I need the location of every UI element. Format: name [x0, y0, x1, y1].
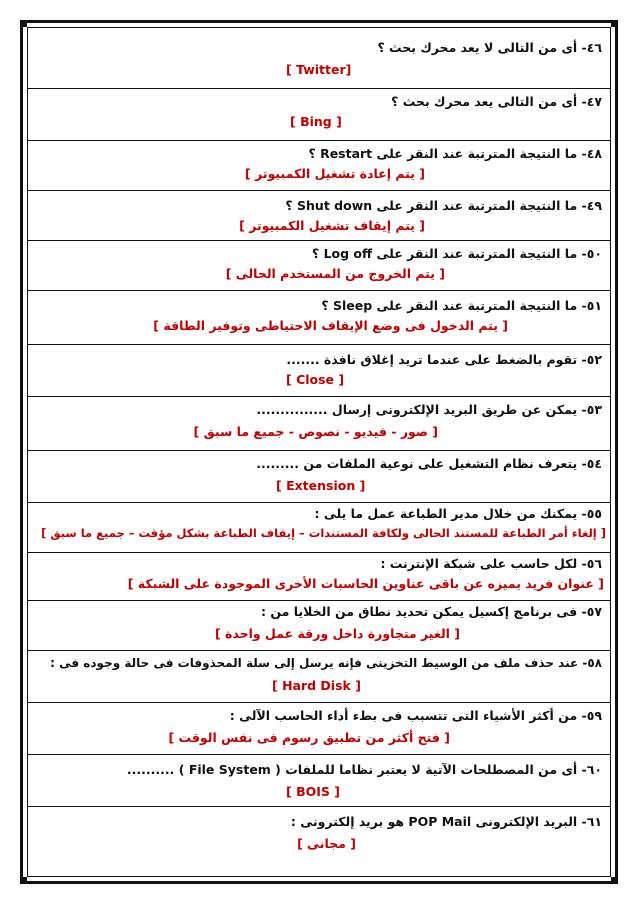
- question-block: [28, 192, 610, 242]
- separator: [28, 702, 610, 703]
- question-block: [28, 704, 610, 754]
- separator: [28, 502, 610, 503]
- question-block: [28, 242, 610, 292]
- separator: [28, 650, 610, 651]
- question-block: [28, 292, 610, 344]
- question-text: ٤٧- أى من التالى يعد محرك بحث ؟: [391, 94, 602, 109]
- question-text: ٥٦- لكل حاسب على شبكة الإنترنت :: [380, 556, 602, 571]
- question-block: [28, 504, 610, 552]
- question-text: ٥٥- يمكنك من خلال مدير الطباعة عمل ما يلى :: [314, 506, 602, 521]
- corner-ornament: [20, 20, 27, 27]
- question-text: ٥١- ما النتيجة المترتبة عند النقر على Sleep ؟: [321, 298, 602, 313]
- separator: [28, 600, 610, 601]
- separator: [28, 88, 610, 89]
- question-block: [28, 554, 610, 602]
- question-text: ٥٠- ما النتيجة المترتبة عند النقر على Log off ؟: [311, 246, 602, 261]
- answer-text: [ Twitter]: [286, 62, 352, 77]
- question-block: [28, 602, 610, 650]
- question-text: ٥٣- يمكن عن طريق البريد الإلكترونى إرسال ...............: [256, 402, 602, 417]
- answer-text: [ Extension ]: [276, 478, 366, 493]
- question-text: ٥٩- من أكثر الأشياء التى تتسبب فى بطء أداء الحاسب الآلى :: [229, 708, 602, 723]
- question-block: [28, 808, 610, 858]
- separator: [28, 806, 610, 807]
- separator: [28, 344, 610, 345]
- separator: [28, 190, 610, 191]
- corner-ornament: [611, 877, 618, 884]
- question-text: ٤٦- أى من التالى لا يعد محرك بحث ؟: [377, 40, 602, 55]
- question-block: [28, 142, 610, 192]
- question-block: [28, 756, 610, 806]
- corner-ornament: [20, 877, 27, 884]
- separator: [28, 552, 610, 553]
- question-text: ٥٨- عند حذف ملف من الوسيط التخزينى فإنه يرسل إلى سلة المحذوفات فى حالة وجوده فى :: [50, 656, 602, 670]
- separator: [28, 754, 610, 755]
- answer-text: [ الغير متجاورة داخل ورقة عمل واحدة ]: [214, 626, 460, 641]
- question-text: ٤٩- ما النتيجة المترتبة عند النقر على Shut down ؟: [285, 198, 602, 213]
- separator: [28, 396, 610, 397]
- question-text: ٥٧- فى برنامج إكسيل يمكن تحديد نطاق من الخلايا من :: [261, 604, 602, 619]
- answer-text: [ فتح أكثر من تطبيق رسوم فى نفس الوقت ]: [168, 730, 450, 745]
- answer-text: [ يتم الخروج من المستخدم الحالى ]: [225, 266, 445, 281]
- answer-text: [ صور - فيديو - نصوص - جميع ما سبق ]: [193, 424, 438, 439]
- answer-text: [ Bing ]: [290, 114, 342, 129]
- question-block: [28, 346, 610, 396]
- question-block: [28, 36, 610, 86]
- question-text: ٦١- البريد الإلكترونى POP Mail هو بريد إلكترونى :: [290, 814, 602, 829]
- answer-text: [ يتم إعادة تشغيل الكمبيوتر ]: [245, 166, 425, 181]
- answer-text: [ يتم الدخول فى وضع الإيقاف الاحتياطى وتوفير الطاقة ]: [153, 318, 508, 333]
- question-text: ٥٤- يتعرف نظام التشغيل على نوعية الملفات من .........: [256, 456, 602, 471]
- question-block: [28, 398, 610, 450]
- separator: [28, 240, 610, 241]
- separator: [28, 290, 610, 291]
- question-block: [28, 652, 610, 702]
- question-text: ٥٢- تقوم بالضغط على عندما تريد إغلاق نافذة .......: [286, 352, 602, 367]
- answer-text: [ إلغاء أمر الطباعة للمستند الحالى ولكافة المستندات – إيقاف الطباعة بشكل مؤقت – جميع ما سبق ]: [41, 526, 606, 540]
- separator: [28, 140, 610, 141]
- answer-text: [ مجانى ]: [297, 836, 356, 851]
- question-text: ٦٠- أى من المصطلحات الآتية لا يعتبر نظاما للملفات ( File System ) ..........: [126, 762, 602, 777]
- question-block: [28, 452, 610, 502]
- question-text: ٤٨- ما النتيجة المترتبة عند النقر على Restart ؟: [308, 146, 602, 161]
- separator: [28, 450, 610, 451]
- answer-text: [ Close ]: [286, 372, 345, 387]
- answer-text: [ BOIS ]: [286, 784, 340, 799]
- answer-text: [ Hard Disk ]: [272, 678, 361, 693]
- answer-text: [ يتم إيقاف تشغيل الكمبيوتر ]: [239, 218, 425, 233]
- answer-text: [ عنوان فريد يميزه عن باقى عناوين الحاسبات الأخرى الموجودة على الشبكة ]: [127, 576, 604, 591]
- corner-ornament: [611, 20, 618, 27]
- question-block: [28, 90, 610, 140]
